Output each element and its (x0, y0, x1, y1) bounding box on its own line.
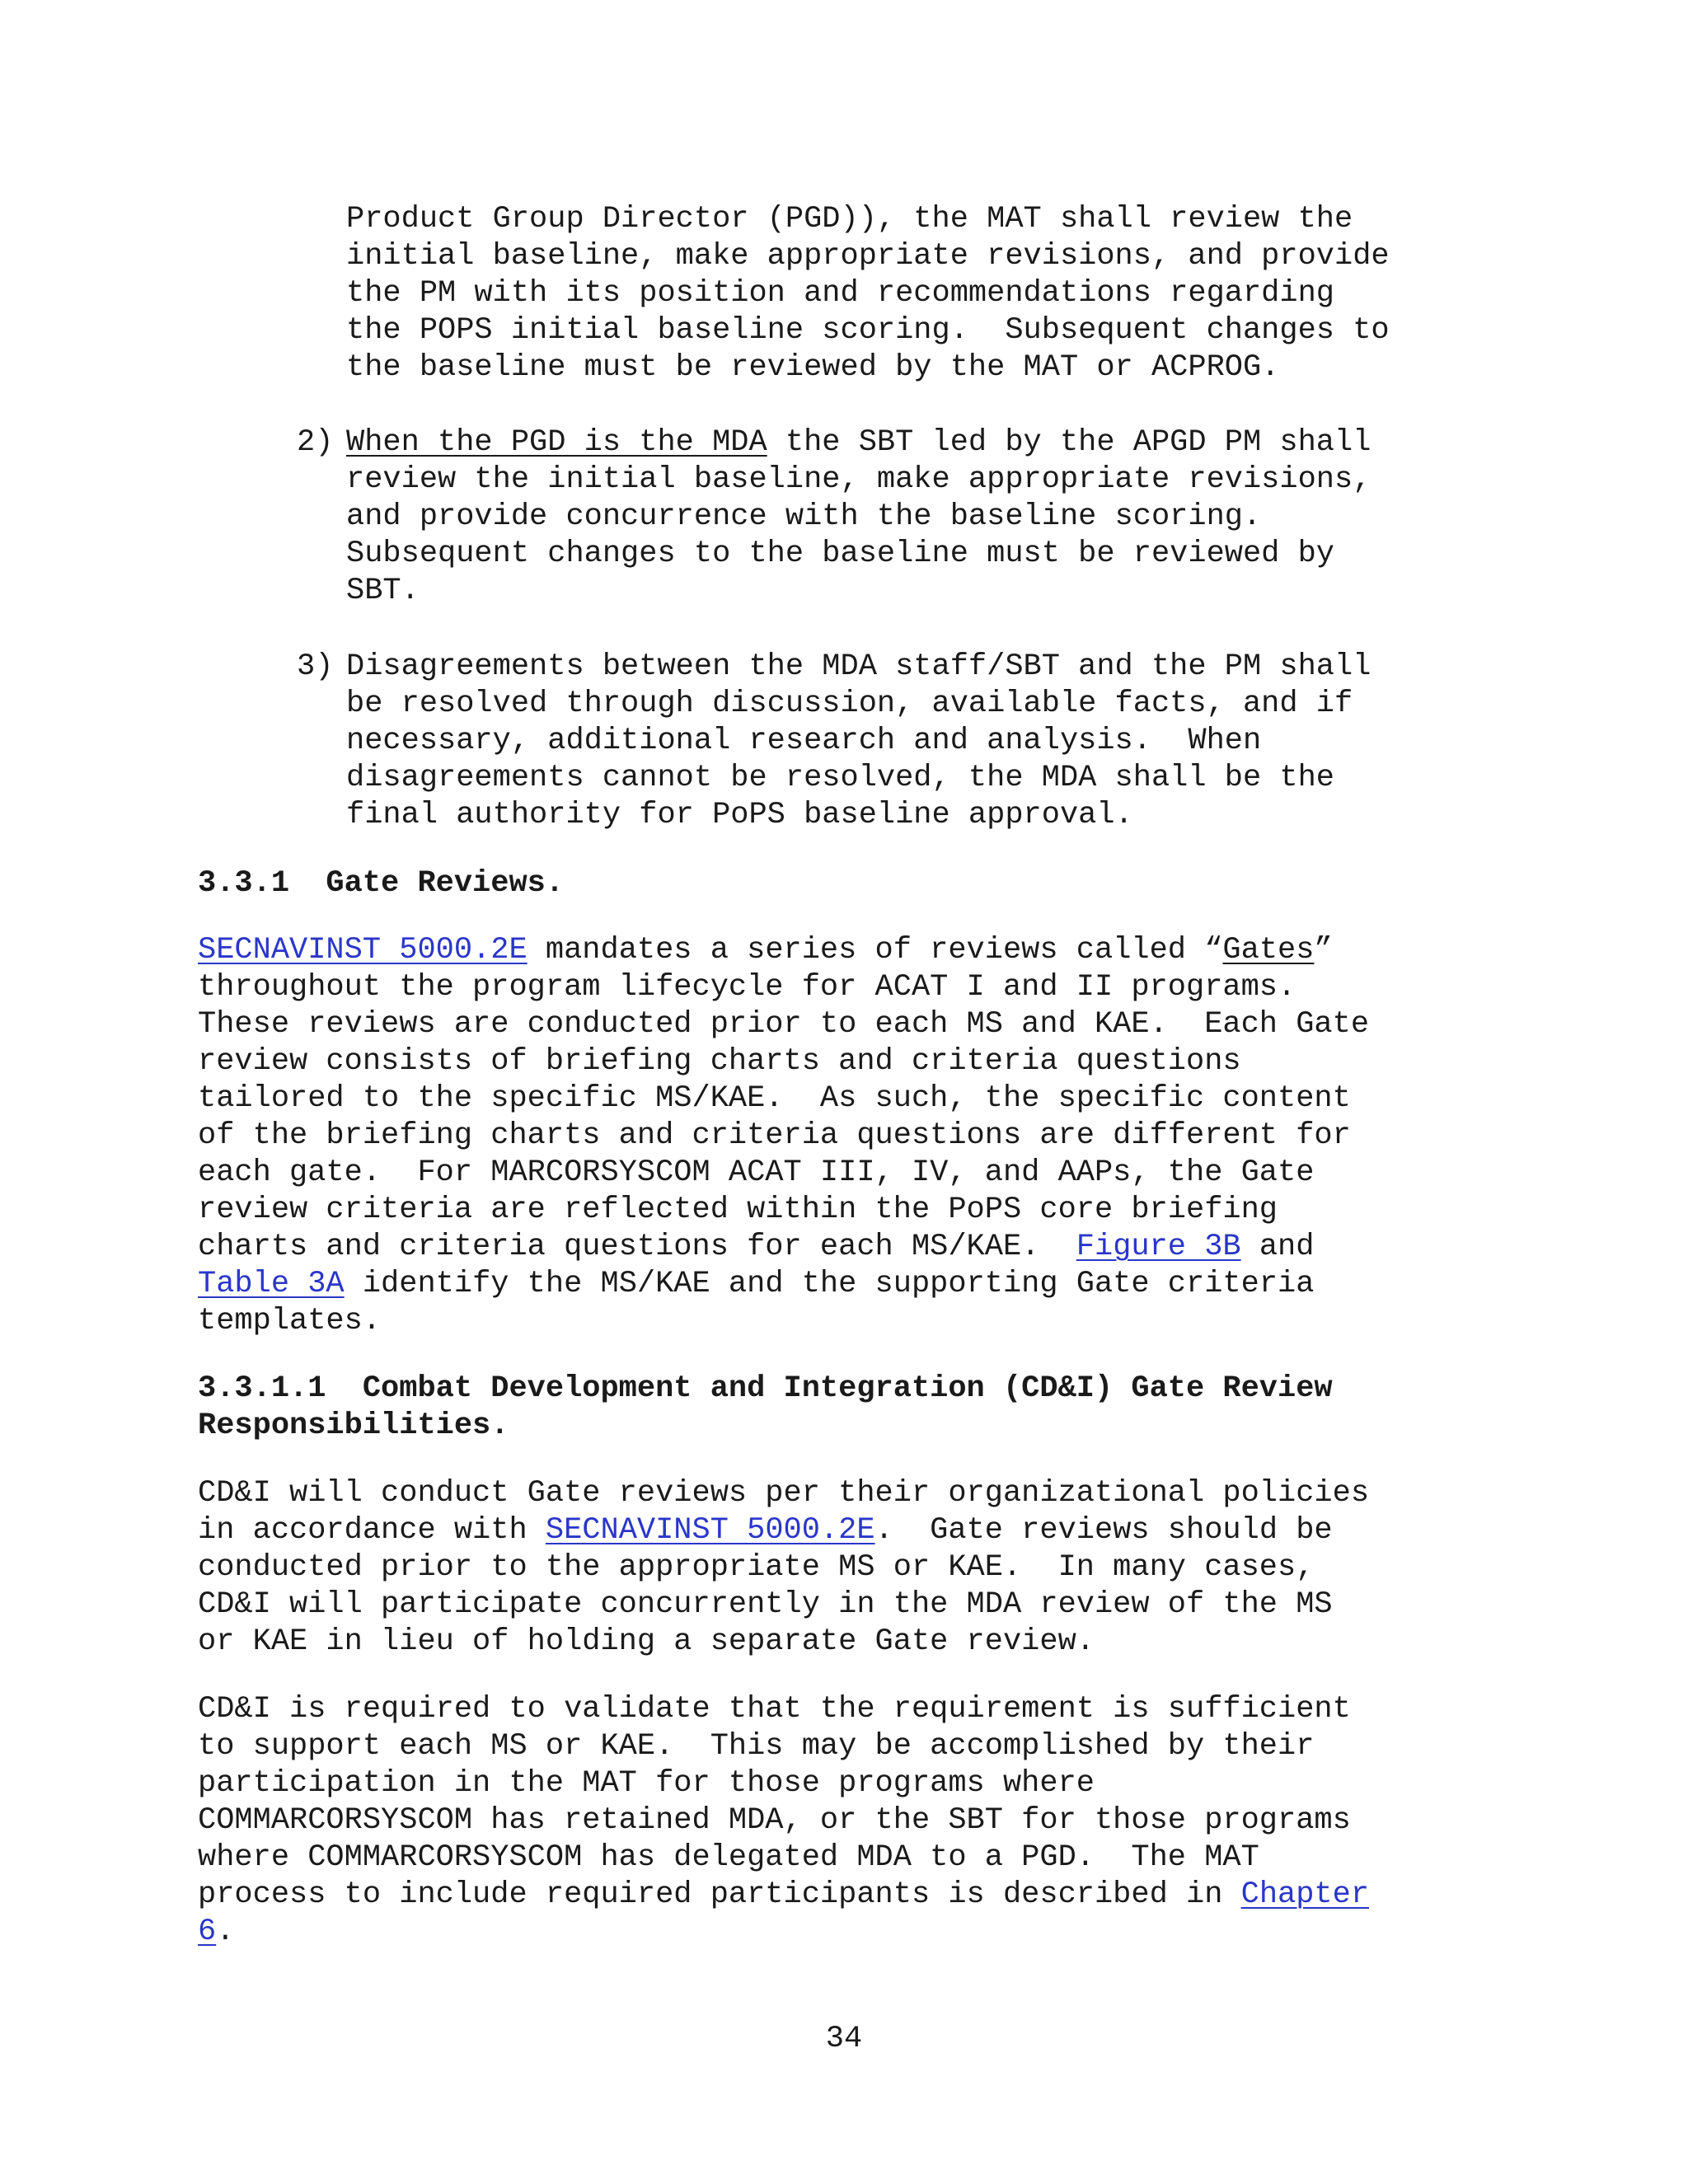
item1-line-1: Product Group Director (PGD)), the MAT shall review the (346, 202, 1353, 237)
sec3311-p2-line-2: to support each MS or KAE. This may be accomplished by their (198, 1729, 1315, 1764)
sec331-line-8: review criteria are reflected within the PoPS core briefing (198, 1193, 1278, 1227)
sec3311-p1-line-4: CD&I will participate concurrently in the MDA review of the MS (198, 1587, 1333, 1622)
secnavinst-link[interactable]: SECNAVINST 5000.2E (198, 933, 528, 968)
item2-line-1 (346, 424, 1371, 462)
item2-line-1-rest: the SBT led by the APGD PM shall (767, 425, 1372, 460)
sec331-line-4: review consists of briefing charts and criteria questions (198, 1044, 1241, 1079)
item3-line-2: be resolved through discussion, available facts, and if (346, 687, 1353, 721)
figure-3b-link[interactable]: Figure 3B (1076, 1230, 1241, 1264)
section-heading-3-3-1: 3.3.1 Gate Reviews. (198, 866, 565, 901)
sec3311-p2-line-7-end: . (216, 1915, 235, 1949)
section-heading-3-3-1-1-cont: Responsibilities. (198, 1408, 509, 1443)
item1-line-4: the POPS initial baseline scoring. Subsequent changes to (346, 313, 1390, 348)
sec3311-p2-line-6 (198, 1877, 1369, 1914)
sec331-line-5: tailored to the specific MS/KAE. As such, the specific content (198, 1081, 1351, 1116)
page-number: 34 (825, 2022, 863, 2056)
sec331-line-9-end: and (1240, 1230, 1315, 1264)
sec3311-p2-line-5: where COMMARCORSYSCOM has delegated MDA to a PGD. The MAT (198, 1840, 1259, 1875)
sec3311-p2-line-6-text: process to include required participants is described in (198, 1877, 1241, 1912)
item3-line-5: final authority for PoPS baseline approval. (346, 798, 1133, 832)
sec331-line-10-text: identify the MS/KAE and the supporting Gate criteria (344, 1267, 1315, 1301)
item1-line-2: initial baseline, make appropriate revisions, and provide (346, 239, 1390, 274)
sec3311-p1-line-2-end: . Gate reviews should be (874, 1513, 1333, 1548)
sec3311-p1-line-5: or KAE in lieu of holding a separate Gate review. (198, 1624, 1095, 1659)
sec3311-p1-line-3: conducted prior to the appropriate MS or KAE. In many cases, (198, 1550, 1315, 1585)
table-3a-link[interactable]: Table 3A (198, 1267, 345, 1301)
sec331-line-10 (198, 1266, 1314, 1303)
sec331-line-6: of the briefing charts and criteria questions are different for (198, 1118, 1351, 1153)
sec3311-p1-line-2-text: in accordance with (198, 1513, 546, 1548)
sec331-line-1 (198, 932, 1333, 969)
sec3311-p2-line-1: CD&I is required to validate that the requirement is sufficient (198, 1692, 1351, 1727)
sec331-line-2: throughout the program lifecycle for ACAT I and II programs. (198, 970, 1296, 1005)
sec331-line-9-text: charts and criteria questions for each MS/KAE. (198, 1230, 1076, 1264)
sec331-line-1-text: mandates a series of reviews called “ (527, 933, 1223, 968)
chapter-6-link-cont[interactable]: 6 (198, 1915, 217, 1949)
item2-line-4: Subsequent changes to the baseline must be reviewed by (346, 537, 1334, 571)
item3-line-1: Disagreements between the MDA staff/SBT and the PM shall (346, 649, 1372, 684)
sec331-line-1-end: ” (1314, 933, 1333, 968)
chapter-6-link[interactable]: Chapter (1240, 1877, 1370, 1912)
section-heading-3-3-1-1: 3.3.1.1 Combat Development and Integration (CD&I) Gate Review (198, 1371, 1333, 1406)
item1-line-3: the PM with its position and recommendations regarding (346, 276, 1334, 311)
sec3311-p1-line-2 (198, 1512, 1333, 1549)
sec331-line-11: templates. (198, 1304, 382, 1338)
gates-underlined: Gates (1222, 933, 1315, 968)
sec331-line-7: each gate. For MARCORSYSCOM ACAT III, IV, and AAPs, the Gate (198, 1155, 1315, 1190)
sec331-line-3: These reviews are conducted prior to each MS and KAE. Each Gate (198, 1007, 1370, 1042)
sec3311-p1-line-1: CD&I will conduct Gate reviews per their organizational policies (198, 1476, 1370, 1511)
item2-number: 2) (297, 425, 334, 460)
sec3311-p2-line-4: COMMARCORSYSCOM has retained MDA, or the SBT for those programs (198, 1803, 1351, 1838)
sec3311-p2-line-3: participation in the MAT for those programs where (198, 1766, 1095, 1801)
sec331-line-9 (198, 1229, 1314, 1266)
item2-line-3: and provide concurrence with the baseline scoring. (346, 499, 1262, 534)
item3-line-4: disagreements cannot be resolved, the MDA shall be the (346, 761, 1334, 795)
item3-line-3: necessary, additional research and analysis. When (346, 724, 1262, 758)
item2-line-2: review the initial baseline, make appropriate revisions, (346, 462, 1372, 497)
item1-line-5: the baseline must be reviewed by the MAT or ACPROG. (346, 350, 1280, 385)
item2-underlined-phrase: When the PGD is the MDA (346, 425, 767, 460)
item3-number: 3) (297, 649, 334, 684)
sec3311-p2-line-7 (198, 1914, 234, 1951)
secnavinst-link-2[interactable]: SECNAVINST 5000.2E (545, 1513, 875, 1548)
item2-line-5: SBT. (346, 574, 420, 608)
